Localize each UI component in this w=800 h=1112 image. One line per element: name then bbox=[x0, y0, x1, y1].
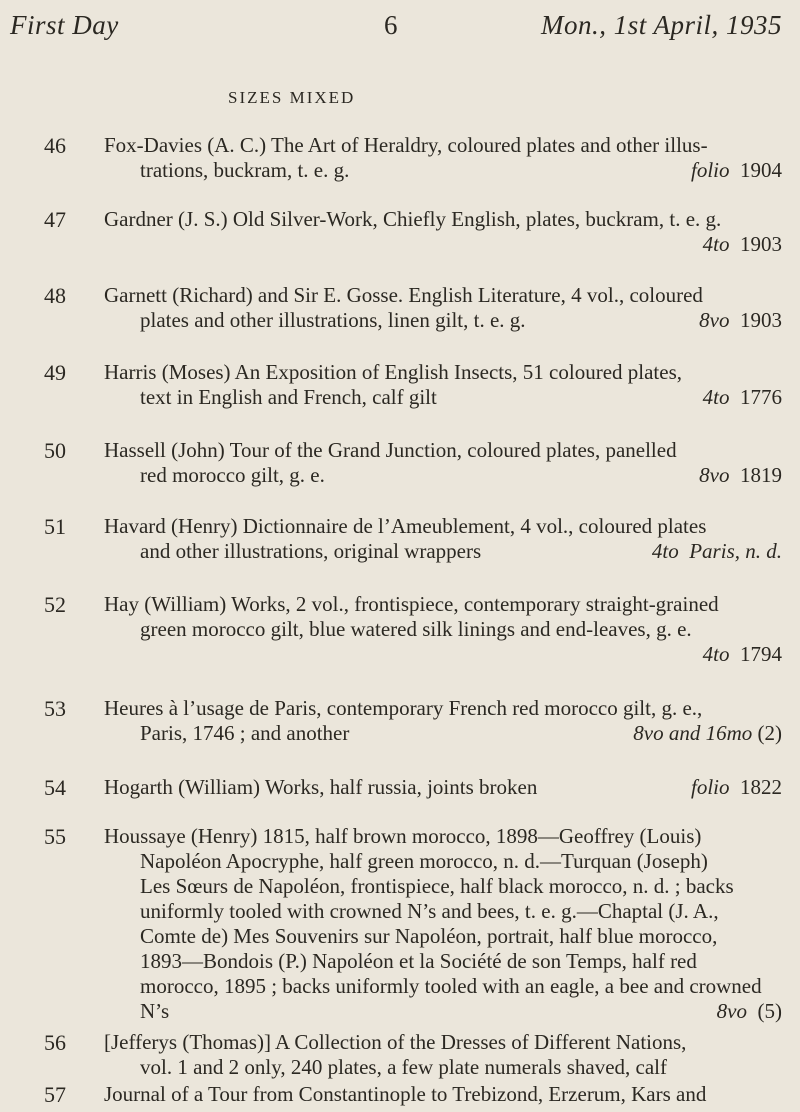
lot-description bbox=[104, 207, 790, 257]
lot-line: green morocco gilt, blue watered silk linings and end-leaves, g. e. bbox=[140, 617, 692, 641]
section-title: SIZES MIXED bbox=[228, 88, 356, 107]
lot-format: folio bbox=[690, 158, 730, 182]
lot-line: vol. 1 and 2 only, 240 plates, a few plate numerals shaved, calf bbox=[140, 1055, 667, 1079]
lot-line: Hassell (John) Tour of the Grand Junction, coloured plates, panelled bbox=[104, 438, 677, 462]
lot-line: uniformly tooled with crowned N’s and bees, t. e. g.—Chaptal (J. A., bbox=[140, 899, 719, 923]
lot-line: Les Sœurs de Napoléon, frontispiece, half black morocco, n. d. ; backs bbox=[140, 874, 734, 898]
lot-line: Havard (Henry) Dictionnaire de l’Ameublement, 4 vol., coloured plates bbox=[104, 514, 707, 538]
lot-line-text: Paris, 1746 ; and another bbox=[140, 721, 350, 745]
lot-format: 4to bbox=[702, 385, 730, 409]
lot-number: 46 bbox=[44, 133, 66, 158]
lot-number: 53 bbox=[44, 696, 66, 721]
lot-line: Heures à l’usage de Paris, contemporary French red morocco gilt, g. e., bbox=[104, 696, 703, 720]
lot-format: 8vo and 16mo bbox=[633, 721, 753, 745]
lot-description bbox=[104, 775, 790, 800]
lot-format-date bbox=[703, 642, 782, 667]
lot-format-date bbox=[652, 539, 782, 564]
lot-line-text: Hogarth (William) Works, half russia, joints broken bbox=[104, 775, 538, 799]
lot-description bbox=[104, 824, 790, 1024]
lot-line-text: plates and other illustrations, linen gilt, t. e. g. bbox=[140, 308, 526, 332]
lot-line-text: red morocco gilt, g. e. bbox=[140, 463, 325, 487]
lot-line bbox=[104, 463, 790, 488]
lot-format: 8vo bbox=[699, 463, 730, 487]
lot-format-date bbox=[691, 775, 782, 800]
lot-line-text: and other illustrations, original wrappers bbox=[140, 539, 482, 563]
lot-line bbox=[104, 721, 790, 746]
lot-date: 1794 bbox=[740, 642, 782, 666]
lot-description bbox=[104, 133, 790, 183]
lot-description bbox=[104, 1030, 790, 1080]
lot-number: 55 bbox=[44, 824, 66, 849]
lot-description bbox=[104, 592, 790, 667]
header-date: Mon., 1st April, 1935 bbox=[540, 10, 782, 40]
lot-description bbox=[104, 283, 790, 333]
lot-description bbox=[104, 438, 790, 488]
lot-line bbox=[104, 385, 790, 410]
lot-format: 4to bbox=[651, 539, 679, 563]
lot-date: 1819 bbox=[740, 463, 782, 487]
lot-date: 1904 bbox=[740, 158, 782, 182]
lot-line bbox=[104, 539, 790, 564]
lot-format: 8vo bbox=[716, 999, 747, 1023]
lot-number: 51 bbox=[44, 514, 66, 539]
lot-date: (5) bbox=[757, 999, 782, 1023]
lot-line: Comte de) Mes Souvenirs sur Napoléon, portrait, half blue morocco, bbox=[140, 924, 718, 948]
lot-number: 48 bbox=[44, 283, 66, 308]
lot-line: Journal of a Tour from Constantinople to Trebizond, Erzerum, Kars and bbox=[104, 1082, 707, 1106]
lot-description bbox=[104, 360, 790, 410]
lot-format: 4to bbox=[702, 642, 730, 666]
lot-format: 8vo bbox=[699, 308, 730, 332]
lot-number: 54 bbox=[44, 775, 66, 800]
lot-line-text: N’s bbox=[140, 999, 170, 1023]
page-number: 6 bbox=[384, 10, 398, 40]
lot-format-date bbox=[691, 158, 782, 183]
lot-description bbox=[104, 514, 790, 564]
lot-line-text: trations, buckram, t. e. g. bbox=[140, 158, 350, 182]
lot-line-text: text in English and French, calf gilt bbox=[140, 385, 437, 409]
lot-number: 52 bbox=[44, 592, 66, 617]
lot-line bbox=[104, 232, 790, 257]
lot-line bbox=[104, 999, 790, 1024]
lot-number: 56 bbox=[44, 1030, 66, 1055]
lot-line: Garnett (Richard) and Sir E. Gosse. English Literature, 4 vol., coloured bbox=[104, 283, 703, 307]
lot-format-date bbox=[703, 232, 782, 257]
lot-description bbox=[104, 696, 790, 746]
lot-line: Napoléon Apocryphe, half green morocco, n. d.—Turquan (Joseph) bbox=[140, 849, 708, 873]
lot-line: Harris (Moses) An Exposition of English Insects, 51 coloured plates, bbox=[104, 360, 682, 384]
lot-format-date bbox=[703, 385, 782, 410]
lot-date: (2) bbox=[757, 721, 782, 745]
lot-format-date bbox=[699, 308, 782, 333]
lot-number: 57 bbox=[44, 1082, 66, 1107]
lot-date: 1822 bbox=[740, 775, 782, 799]
lot-format: 4to bbox=[702, 232, 730, 256]
lot-line bbox=[104, 642, 790, 667]
lot-date: Paris, n. d. bbox=[689, 539, 782, 563]
lot-line: Houssaye (Henry) 1815, half brown morocco, 1898—Geoffrey (Louis) bbox=[104, 824, 702, 848]
header-day: First Day bbox=[10, 10, 119, 40]
lot-line: morocco, 1895 ; backs uniformly tooled with an eagle, a bee and crowned bbox=[140, 974, 762, 998]
lot-format-date bbox=[699, 463, 782, 488]
lot-line bbox=[104, 308, 790, 333]
lot-line bbox=[104, 158, 790, 183]
lot-date: 1903 bbox=[740, 308, 782, 332]
lot-line: Hay (William) Works, 2 vol., frontispiece, contemporary straight-grained bbox=[104, 592, 719, 616]
lot-number: 49 bbox=[44, 360, 66, 385]
lot-format-date bbox=[717, 999, 782, 1024]
lot-line: 1893—Bondois (P.) Napoléon et la Société de son Temps, half red bbox=[140, 949, 697, 973]
lot-date: 1903 bbox=[740, 232, 782, 256]
lot-line: Gardner (J. S.) Old Silver-Work, Chiefly English, plates, buckram, t. e. g. bbox=[104, 207, 722, 231]
lot-description bbox=[104, 1082, 790, 1107]
lot-number: 50 bbox=[44, 438, 66, 463]
lot-line: Fox-Davies (A. C.) The Art of Heraldry, coloured plates and other illus- bbox=[104, 133, 708, 157]
lot-format: folio bbox=[690, 775, 730, 799]
lot-line: [Jefferys (Thomas)] A Collection of the Dresses of Different Nations, bbox=[104, 1030, 687, 1054]
lot-line bbox=[104, 775, 790, 800]
lot-format-date bbox=[633, 721, 782, 746]
lot-date: 1776 bbox=[740, 385, 782, 409]
lot-number: 47 bbox=[44, 207, 66, 232]
